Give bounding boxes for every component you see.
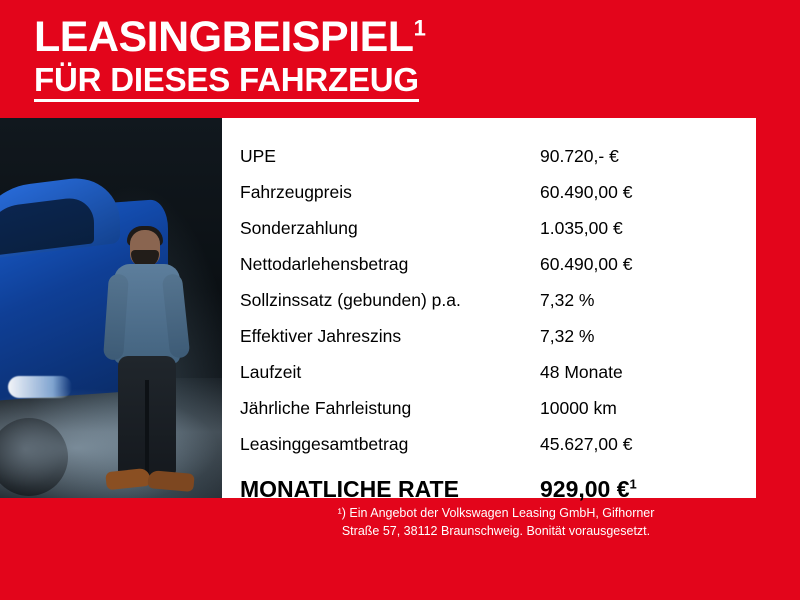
spec-label: Jährliche Fahrleistung <box>240 397 412 418</box>
spec-label: Sollzinssatz (gebunden) p.a. <box>240 289 461 310</box>
spec-value: 7,32 % <box>540 289 595 310</box>
spec-value: 60.490,00 € <box>540 181 633 202</box>
spec-value: 48 Monate <box>540 361 623 382</box>
footnote-line-2: Straße 57, 38112 Braunschweig. Bonität vorausgesetzt. <box>341 524 651 539</box>
table-row <box>240 282 756 318</box>
headline-line1-superscript: 1 <box>413 15 426 41</box>
specs-panel <box>222 118 756 502</box>
person-left-shoe <box>105 468 151 491</box>
monthly-rate-amount: 929,00 € <box>540 475 630 502</box>
table-row <box>240 174 756 210</box>
specs-table-body <box>240 138 756 512</box>
specs-table <box>240 138 756 512</box>
headline-block <box>34 13 774 102</box>
spec-value: 90.720,- € <box>540 145 619 166</box>
table-row <box>240 390 756 426</box>
spec-label: Effektiver Jahreszins <box>240 325 402 346</box>
footnote-line-1: ¹) Ein Angebot der Volkswagen Leasing GmbH, Gifhorner <box>337 506 655 520</box>
vehicle-photo <box>0 118 222 498</box>
monthly-rate-label: MONATLICHE RATE <box>240 475 459 502</box>
spec-value: 45.627,00 € <box>540 433 633 454</box>
table-row <box>240 246 756 282</box>
person-right-shoe <box>147 470 194 492</box>
person-figure <box>96 230 216 498</box>
person-leg-divider <box>145 380 149 476</box>
headline-line1-text: LEASINGBEISPIEL <box>34 13 414 61</box>
table-row <box>240 138 756 174</box>
table-row <box>240 354 756 390</box>
spec-label: Nettodarlehensbetrag <box>240 253 409 274</box>
spec-label: Leasinggesamtbetrag <box>240 433 409 454</box>
spec-value: 10000 km <box>540 397 617 418</box>
spec-label: Sonderzahlung <box>240 217 358 238</box>
table-row <box>240 426 756 462</box>
spec-value: 60.490,00 € <box>540 253 633 274</box>
footnote <box>222 504 770 540</box>
spec-value: 7,32 % <box>540 325 595 346</box>
table-row <box>240 318 756 354</box>
headline-line1 <box>34 13 774 61</box>
spec-label: UPE <box>240 145 276 166</box>
headline-line2: FÜR DIESES FAHRZEUG <box>34 63 419 102</box>
spec-value: 1.035,00 € <box>540 217 623 238</box>
spec-label: Laufzeit <box>240 361 302 382</box>
monthly-rate-superscript: 1 <box>629 475 637 491</box>
table-row <box>240 210 756 246</box>
spec-label: Fahrzeugpreis <box>240 181 352 202</box>
